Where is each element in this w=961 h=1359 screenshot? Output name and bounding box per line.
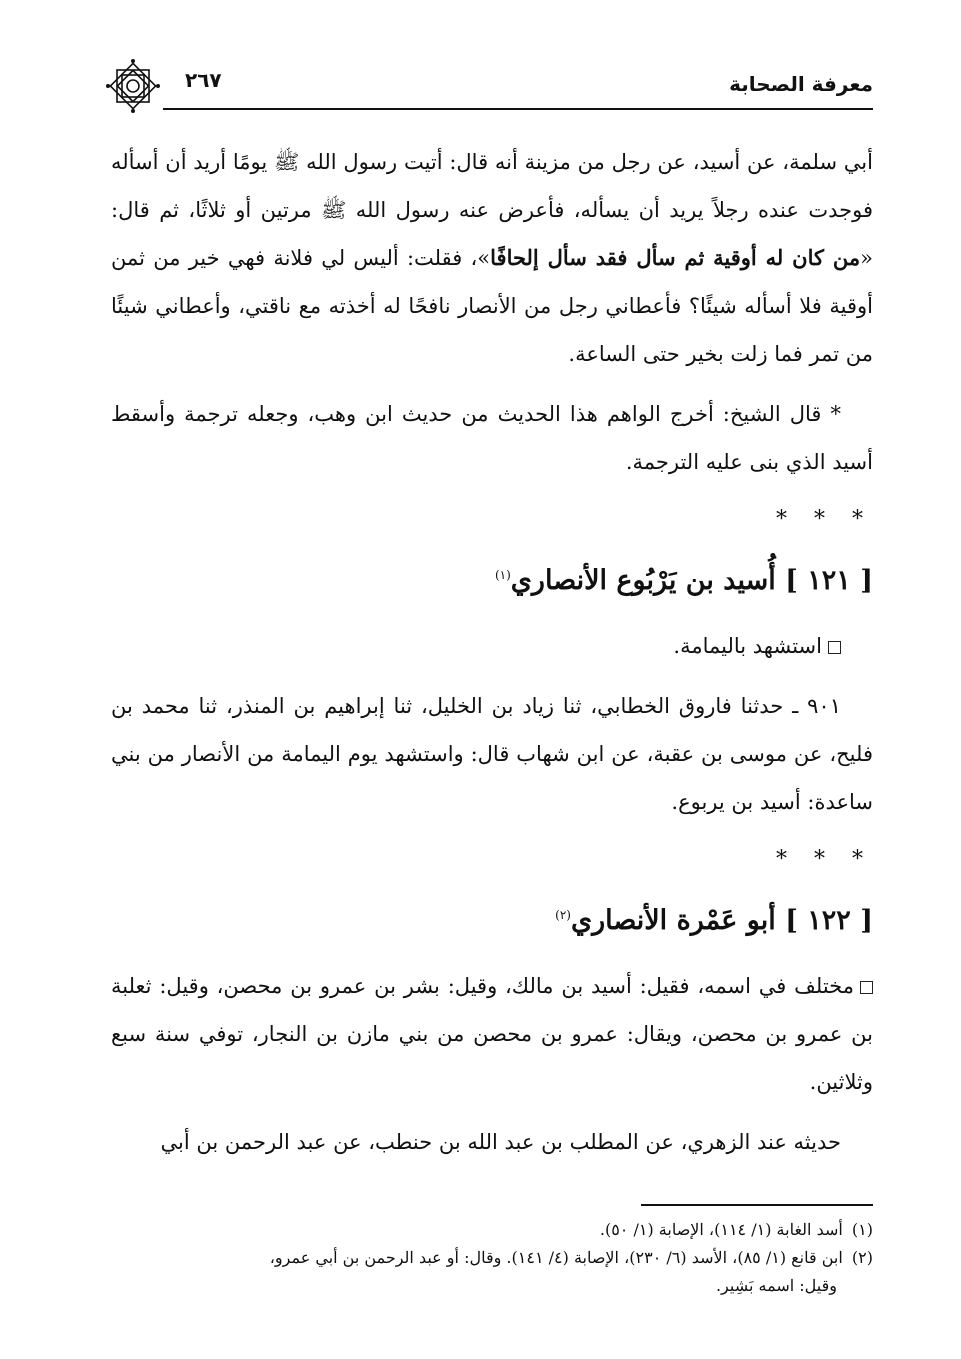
footnote-text: أسد الغابة (١/ ١١٤)، الإصابة (١/ ٥٠).: [599, 1220, 843, 1239]
footnote-label: (١): [851, 1220, 873, 1239]
main-text: [111, 138, 873, 1178]
text-line: حديثه عند الزهري، عن المطلب بن عبد الله بن حنطب، عن عبد الرحمن بن أبي: [160, 1130, 841, 1154]
square-bullet-icon: [860, 981, 873, 994]
text-line: استشهد باليمامة.: [673, 634, 822, 658]
footnote-rule: [641, 1204, 873, 1206]
paragraph-intro-121: [111, 622, 873, 670]
heading-text: [ ١٢١ ] أُسيد بن يَرْبُوع الأنصاري: [510, 565, 873, 596]
paragraph-hadith-cont: [111, 1118, 873, 1166]
paragraph-hadith-901: [111, 682, 873, 826]
page-header: [105, 62, 873, 112]
hadith-quote: من كان له أوقية ثم سأل فقد سأل إلحافًا: [490, 245, 861, 270]
text-line: وأسقط أسيد الذي بنى عليه الترجمة.: [111, 402, 873, 474]
footnotes: [111, 1204, 873, 1300]
footnote-text: ابن قانع (١/ ٨٥)، الأسد (٦/ ٢٣٠)، الإصابة (٤/ ١٤١). وقال: أو عبد الرحمن بن أبي عمرو،: [269, 1248, 843, 1267]
footnote-ref: (١): [494, 568, 511, 582]
heading-text: [ ١٢٢ ] أبو عَمْرة الأنصاري: [570, 905, 873, 936]
text-line: ثمن أوقية فلا أسأله شيئًا؟ فأعطاني رجل من الأنصار نافحًا له أخذته مع ناقتي، وأعطاني: [111, 246, 873, 318]
text-line: قال: «: [111, 198, 873, 270]
text-line: توفي سنة سبع وثلاثين.: [111, 1022, 873, 1094]
text-line: مختلف في اسمه، فقيل: أسيد بن مالك، وقيل: بشر بن عمرو بن محصن،: [216, 974, 854, 998]
footnote-2: [111, 1244, 873, 1272]
text-line: ٩٠١ ـ حدثنا فاروق الخطابي، ثنا زياد بن الخليل، ثنا إبراهيم بن المنذر، ثنا محمد بن: [111, 694, 841, 718]
section-separator: * * *: [776, 507, 873, 532]
entry-heading-122: [111, 888, 873, 948]
text-line: أبي سلمة، عن أسيد، عن رجل من مزينة أنه قال: أتيت رسول الله ﷺ يومًا أريد أن: [165, 150, 873, 174]
section-separator: * * *: [776, 847, 873, 872]
text-line: وقيل: ثعلبة بن عمرو بن محصن، ويقال: عمرو بن محصن من بني مازن بن النجار،: [111, 974, 873, 1046]
text-line: أسأله فوجدت عنده رجلاً يريد أن يسأله، فأعرض عنه رسول الله ﷺ مرتين أو ثلاثًا، ثم: [111, 150, 873, 222]
running-title: معرفة الصحابة: [729, 72, 873, 96]
paragraph-sheikh-note: [111, 390, 873, 486]
text-line: فليح، عن موسى بن عقبة، عن ابن شهاب قال: واستشهد يوم اليمامة من الأنصار من: [147, 742, 873, 766]
paragraph-intro-122: [111, 962, 873, 1106]
footnote-label: (٢): [851, 1248, 873, 1267]
page-number: ٢٦٧: [185, 68, 222, 92]
paragraph-hadith: [111, 138, 873, 378]
text-line: * قال الشيخ: أخرج الواهم هذا الحديث من حديث ابن وهب، وجعله ترجمة: [184, 402, 841, 426]
footnote-1: [111, 1216, 873, 1244]
text-line: شيئًا من تمر فما زلت بخير حتى الساعة.: [111, 294, 873, 366]
text-line: بني ساعدة: أسيد بن يربوع.: [111, 742, 873, 814]
footnote-2-continued: وقيل: اسمه بَشِير.: [715, 1276, 837, 1295]
square-bullet-icon: [828, 641, 841, 654]
octagram-ornament-icon: [105, 58, 161, 114]
text-line: »، فقلت: أليس لي فلانة فهي خير من: [153, 246, 491, 270]
footnote-ref: (٢): [555, 908, 571, 922]
entry-heading-121: [111, 548, 873, 608]
header-rule: [163, 108, 873, 110]
